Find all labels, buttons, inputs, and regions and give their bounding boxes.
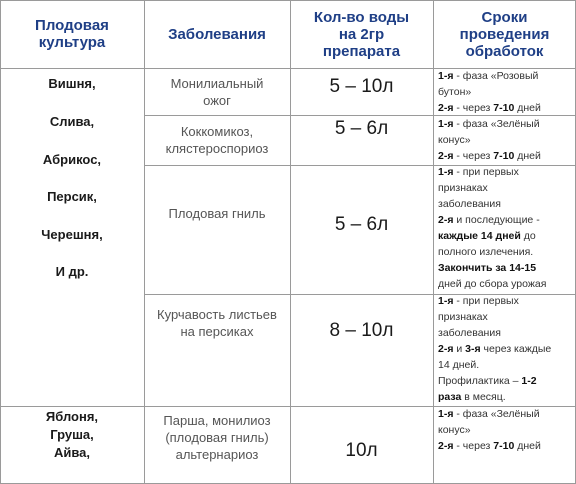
water-amount: 5 – 6л <box>334 118 389 139</box>
crop-item: Персик, <box>47 189 97 204</box>
disease-text: Плодовая гниль <box>168 205 266 221</box>
header-timing-line2: проведения <box>459 25 550 43</box>
schedule-text: Профилактика – <box>438 375 522 387</box>
schedule-text: заболевания <box>438 327 501 339</box>
schedule-bold: 2-я <box>438 102 454 114</box>
schedule-bold: 1-я <box>438 118 454 130</box>
schedule-text: - при первых <box>453 295 519 307</box>
schedule-bold: 1-2 <box>521 375 537 387</box>
disease-text: клястероспориоз <box>165 141 269 156</box>
schedule-text: заболевания <box>438 198 501 210</box>
schedule-bold: раза <box>438 391 462 403</box>
disease-cell <box>144 294 290 352</box>
disease-text: ожог <box>203 92 231 108</box>
schedule-bold: 7-10 <box>493 102 515 114</box>
crop-item: Вишня, <box>48 76 96 91</box>
crop-item: Груша, <box>50 427 94 442</box>
disease-cell <box>144 165 290 261</box>
schedule-text: - через <box>453 150 494 162</box>
schedule-text: полного излечения. <box>438 246 534 258</box>
schedule-bold: каждые 14 дней <box>438 230 521 242</box>
header-water-line2: на 2гр <box>338 25 385 43</box>
schedule-cell <box>438 116 574 164</box>
schedule-cell <box>438 164 574 292</box>
header-water <box>290 0 433 68</box>
schedule-bold: 2-я <box>438 343 454 355</box>
schedule-bold: 7-10 <box>493 150 515 162</box>
schedule-text: в месяц. <box>461 391 506 403</box>
disease-text: (плодовая гниль) <box>165 429 269 445</box>
header-water-line1: Кол-во воды <box>313 8 410 26</box>
header-culture-line2: культура <box>38 34 106 51</box>
crop-item: Яблоня, <box>45 409 99 424</box>
schedule-text: - фаза «Зелёный <box>453 408 540 420</box>
schedule-text: конус» <box>438 134 471 146</box>
crop-item: Черешня, <box>41 227 103 242</box>
disease-cell <box>144 406 290 468</box>
schedule-bold: 1-я <box>438 70 454 82</box>
header-timing <box>433 0 576 68</box>
disease-text: Курчавость листьев <box>157 307 277 322</box>
schedule-text: - через <box>453 102 494 114</box>
water-amount: 5 – 10л <box>329 76 394 97</box>
crop-item: Абрикос, <box>42 152 102 167</box>
schedule-cell <box>438 68 574 116</box>
schedule-text: через каждые <box>480 343 552 355</box>
schedule-text: дней <box>514 150 541 162</box>
header-water-line3: препарата <box>322 42 401 60</box>
schedule-bold: 2-я <box>438 440 454 452</box>
disease-text: на персиках <box>180 324 254 339</box>
schedule-text: дней до сбора урожая <box>438 278 547 290</box>
schedule-text: до <box>520 230 536 242</box>
crop-list-pome-fruit <box>0 406 144 483</box>
crop-item: Слива, <box>49 114 95 129</box>
water-amount: 10л <box>345 440 378 461</box>
schedule-bold: 7-10 <box>493 440 515 452</box>
schedule-text: бутон» <box>438 86 472 98</box>
disease-text: альтернариоз <box>175 446 259 462</box>
schedule-text: и <box>453 343 466 355</box>
crop-item: И др. <box>55 264 89 279</box>
header-timing-line3: обработок <box>465 42 544 60</box>
schedule-text: признаках <box>438 311 488 323</box>
header-timing-line1: Сроки <box>481 8 528 26</box>
disease-text: Монилиальный <box>170 75 264 91</box>
header-disease <box>144 0 290 68</box>
disease-text: Парша, монилиоз <box>163 412 271 428</box>
schedule-cell <box>438 406 574 454</box>
crop-list-stone-fruit <box>0 68 144 406</box>
schedule-bold: 1-я <box>438 408 454 420</box>
schedule-text: 14 дней. <box>438 359 480 371</box>
header-culture <box>0 0 144 68</box>
crop-item: Айва, <box>53 445 91 460</box>
schedule-bold: 3-я <box>465 343 481 355</box>
schedule-bold: Закончить за 14-15 <box>438 262 537 274</box>
schedule-text: признаках <box>438 182 488 194</box>
header-culture-line1: Плодовая <box>35 17 109 34</box>
schedule-text: - через <box>453 440 494 452</box>
water-amount: 5 – 6л <box>334 214 389 235</box>
schedule-bold: 1-я <box>438 166 454 178</box>
disease-text: Коккомикоз, <box>180 124 254 139</box>
header-disease-label: Заболевания <box>168 25 266 43</box>
schedule-text: - при первых <box>453 166 519 178</box>
disease-cell <box>144 115 290 165</box>
schedule-bold: 2-я <box>438 214 454 226</box>
disease-cell <box>144 68 290 115</box>
schedule-text: - фаза «Розовый <box>453 70 539 82</box>
schedule-text: - фаза «Зелёный <box>453 118 540 130</box>
schedule-cell <box>438 293 574 405</box>
schedule-bold: 2-я <box>438 150 454 162</box>
schedule-text: дней <box>514 102 541 114</box>
schedule-bold: 1-я <box>438 295 454 307</box>
schedule-text: конус» <box>438 424 471 436</box>
schedule-text: дней <box>514 440 541 452</box>
water-amount: 8 – 10л <box>329 320 394 341</box>
schedule-text: и последующие - <box>453 214 540 226</box>
